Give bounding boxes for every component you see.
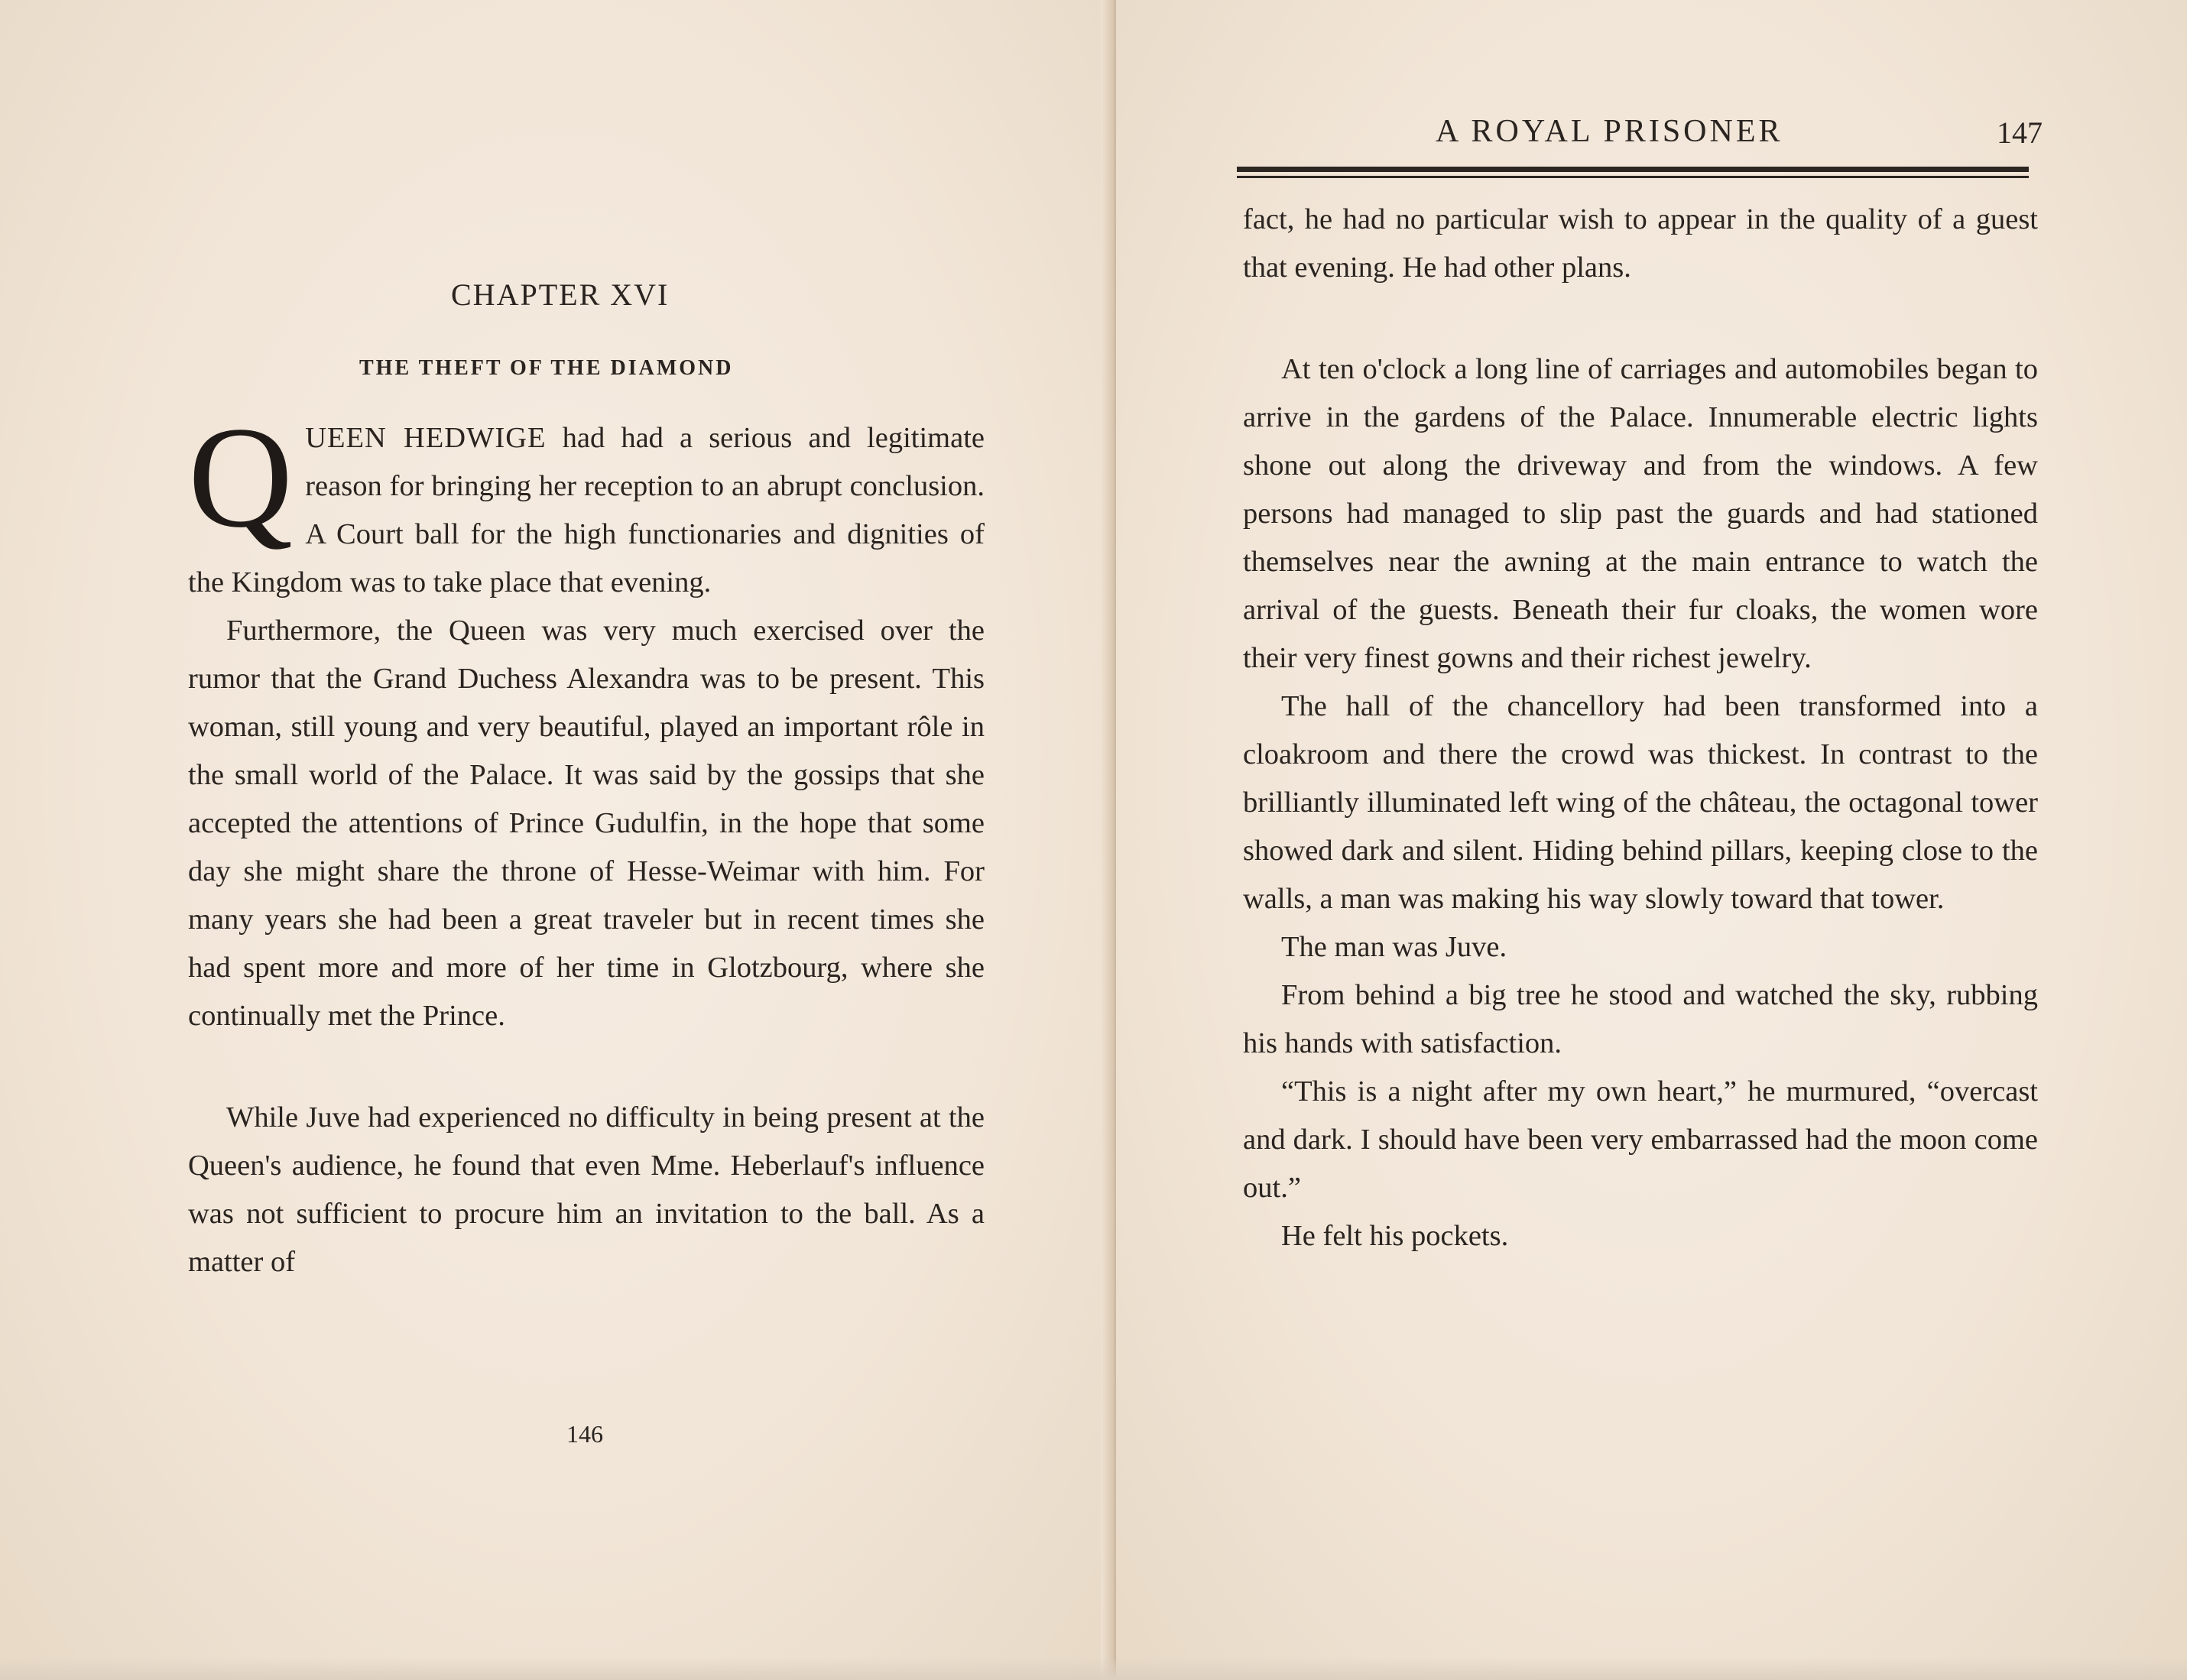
running-head: A ROYAL PRISONER [1436,114,1783,149]
page-number: 146 [566,1420,603,1448]
paragraph-text: had had a serious and legitimate reason for bringing her reception to an abrupt conclusion. A Court ball for the high functionaries and dignities of the Kingdom was to take place that evening. [188,422,985,598]
paragraph: While Juve had experienced no difficulty in being present at the Queen's audience, he found that even Mme. Heberlauf's influence was not sufficient to procure him an invitation to the ball. As a matter of [188,1101,985,1278]
header-rule-thin [1237,176,2029,178]
left-page-body [188,397,985,1286]
paragraph [188,397,985,607]
section-break [1243,292,2038,345]
paragraph: Furthermore, the Queen was very much exercised over the rumor that the Grand Duchess Alexandra was to be present. This woman, still young and very beautiful, played an important rôle in the small world of the Palace. It was said by the gossips that she accepted the attentions of Prince Gudulfin, in the hope that some day she might share the throne of Hesse-Weimar with him. For many years she had been a great traveler but in recent times she had spent more and more of her time in Glotzbourg, where she continually met the Prince. [188,615,985,1032]
paragraph: The hall of the chancellory had been transformed into a cloakroom and there the crowd was thickest. In contrast to the brilliantly illuminated left wing of the château, the octagonal tower showed dark and silent. Hiding behind pillars, keeping close to the walls, a man was making his way slowly toward that tower. [1243,690,2038,915]
paragraph: “This is a night after my own heart,” he murmured, “overcast and dark. I should have been very embarrassed had the moon come out.” [1243,1075,2038,1204]
lead-caps: UEEN HEDWIGE [305,422,547,454]
page-number: 147 [1997,115,2043,150]
page-edge-shadow [0,1657,2187,1680]
header-rule [1237,167,2029,172]
chapter-title: THE THEFT OF THE DIAMOND [359,356,734,380]
paragraph: The man was Juve. [1281,931,1507,963]
paragraph: fact, he had no particular wish to appear in the quality of a guest that evening. He had other plans. [1243,203,2038,284]
drop-cap: Q [188,397,294,558]
right-page-body [1243,196,2038,1260]
paragraph: He felt his pockets. [1281,1220,1509,1252]
paragraph: At ten o'clock a long line of carriages and automobiles began to arrive in the gardens of the Palace. Innumerable electric lights shone out along the driveway and from the windows. A few persons had managed to slip past the guards and had stationed themselves near the awning at the main entrance to watch the arrival of the guests. Beneath their fur cloaks, the women wore their very finest gowns and their richest jewelry. [1243,353,2038,674]
chapter-number: CHAPTER XVI [451,277,670,312]
paragraph: From behind a big tree he stood and watched the sky, rubbing his hands with satisfaction. [1243,979,2038,1059]
section-break [188,1040,985,1094]
